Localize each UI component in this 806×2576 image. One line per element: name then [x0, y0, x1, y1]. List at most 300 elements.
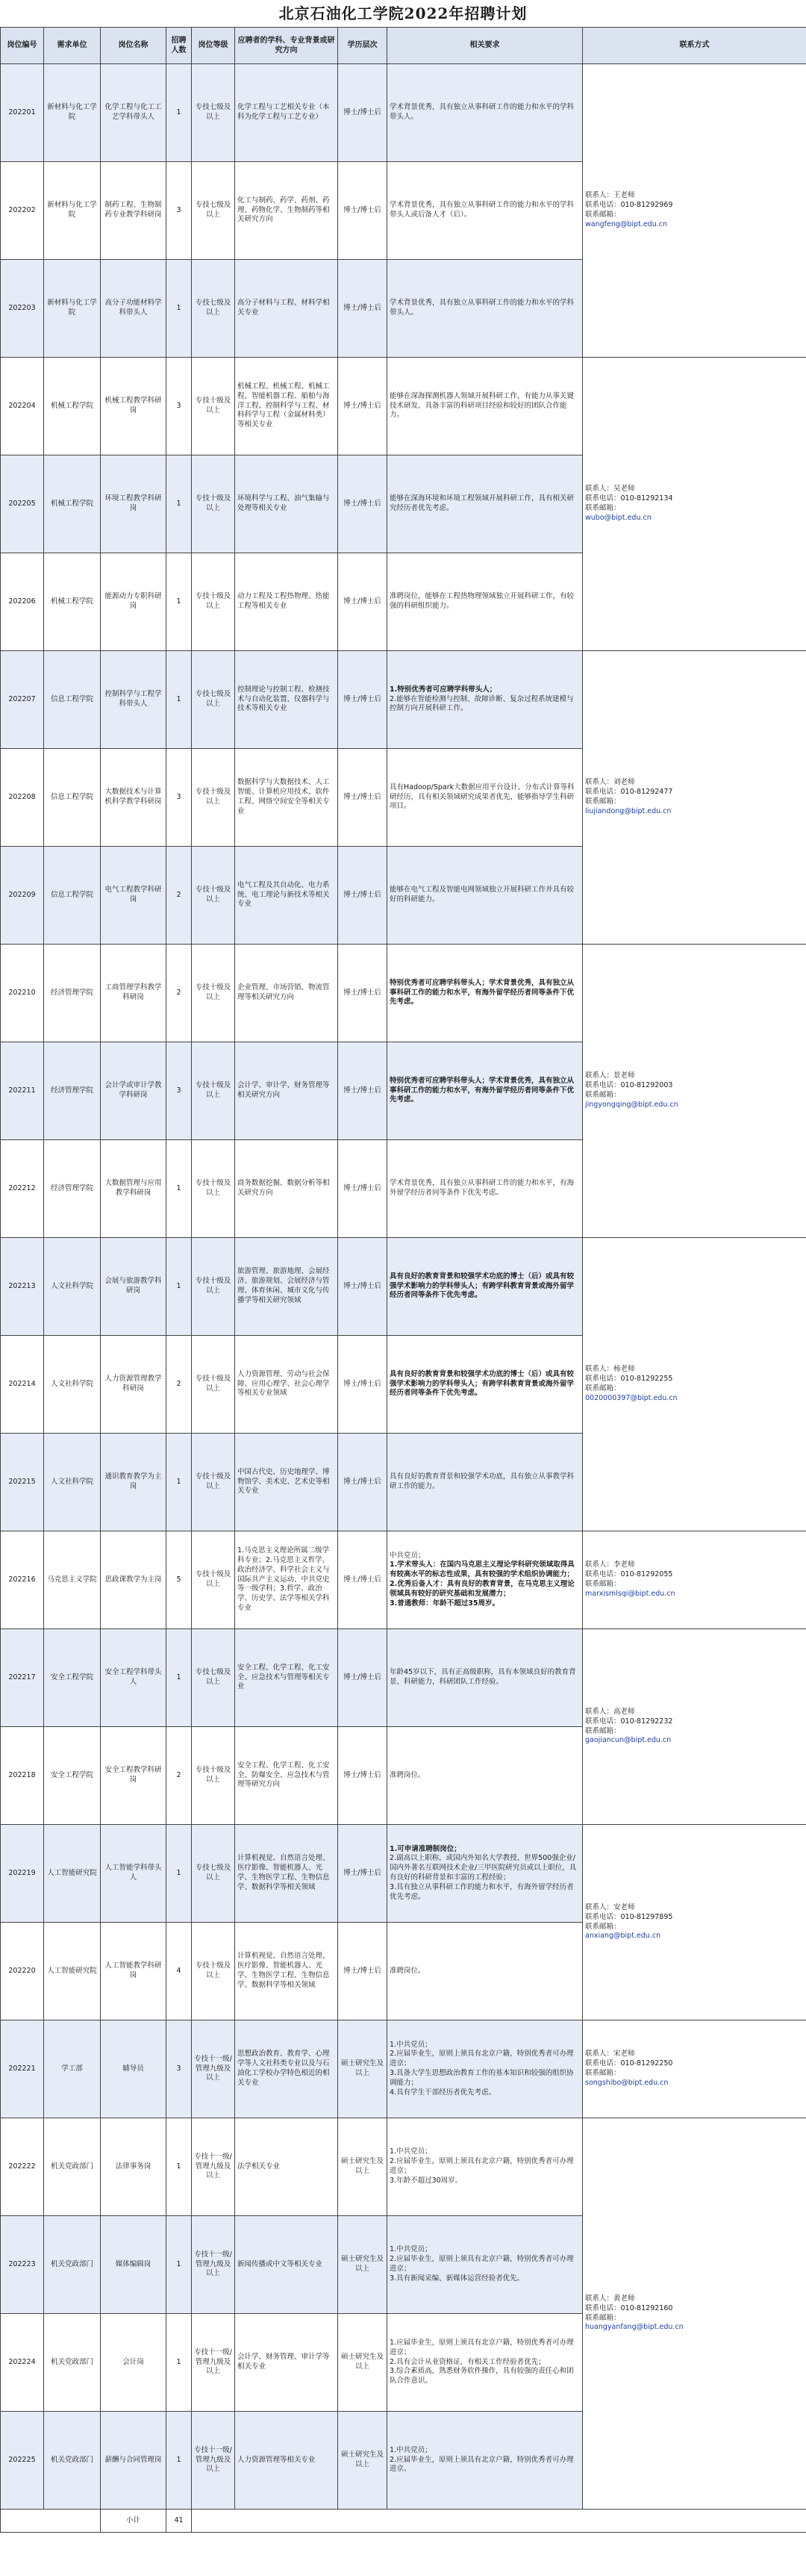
level-cell: 专技十一级/管理九级及以上 [192, 2118, 235, 2216]
post-id-cell: 202219 [1, 1825, 44, 1923]
post-id-cell: 202214 [1, 1336, 44, 1434]
requirements-cell [387, 2118, 583, 2216]
table-row [1, 358, 806, 455]
level-cell: 专技七级及以上 [192, 1629, 235, 1727]
requirement-line: 1.学术带头人：在国内马克思主义理论学科研究领域取得具有较高水平的标志性成果，具有较强的学术组织协调能力； [390, 1561, 575, 1579]
post-id-cell: 202207 [1, 651, 44, 749]
table-row [1, 1531, 806, 1629]
requirement-line: 学术背景优秀，具有独立从事科研工作的能力和水平的学科带头人或后备人才（后）。 [390, 201, 575, 219]
level-cell: 专技十级及以上 [192, 1923, 235, 2020]
requirement-line: 年龄45岁以下，具有正高级职称，具有本领域良好的教育背景、科研能力，科研团队工作经验。 [390, 1668, 576, 1686]
header-count: 招聘人数 [166, 28, 192, 64]
count-cell: 1 [166, 1825, 192, 1923]
count-cell: 1 [166, 2216, 192, 2314]
requirements-cell [387, 358, 583, 455]
contact-phone: 联系电话：010-81292055 [585, 1570, 673, 1579]
level-cell: 专技十一级/管理九级及以上 [192, 2020, 235, 2118]
unit-cell: 人文社科学院 [44, 1434, 101, 1531]
level-cell: 专技十级及以上 [192, 358, 235, 455]
major-cell: 法学相关专业 [235, 2118, 338, 2216]
contact-email-link[interactable]: 0020000397@bipt.edu.cn [585, 1393, 678, 1402]
requirements-cell [387, 749, 583, 847]
requirement-line: 2.能够在智能检测与控制、故障诊断、复杂过程系统建模与控制方向开展科研工作。 [390, 694, 574, 713]
post-name-cell: 会展与旅游教学科研岗 [101, 1238, 166, 1336]
contact-cell [583, 1238, 806, 1531]
unit-cell: 人工智能研究院 [44, 1825, 101, 1923]
contact-phone: 联系电话：010-81292255 [585, 1375, 673, 1384]
contact-email-link[interactable]: anxiang@bipt.edu.cn [585, 1932, 661, 1941]
contact-name: 联系人：李老师 [585, 1561, 635, 1569]
level-cell: 专技七级及以上 [192, 162, 235, 260]
post-id-cell: 202204 [1, 358, 44, 455]
requirement-line: 4.具有学生干部经历者优先考虑。 [390, 2088, 496, 2097]
major-cell: 商务数据挖掘、数据分析等相关研究方向 [235, 1140, 338, 1238]
header-post-id: 岗位编号 [1, 28, 44, 64]
level-cell: 专技十级及以上 [192, 1140, 235, 1238]
requirement-line: 1.应届毕业生，原则上须具有北京户籍，特别优秀者可办理进京； [390, 2338, 574, 2356]
count-cell: 1 [166, 2314, 192, 2412]
major-cell: 新闻传播或中文等相关专业 [235, 2216, 338, 2314]
contact-cell [583, 2118, 806, 2510]
contact-email-link[interactable]: songshibo@bipt.edu.cn [585, 2078, 669, 2087]
education-cell: 博士/博士后 [338, 260, 387, 358]
table-row [1, 64, 806, 162]
education-cell: 博士/博士后 [338, 1825, 387, 1923]
header-level: 岗位等级 [192, 28, 235, 64]
education-cell: 博士/博士后 [338, 553, 387, 651]
requirement-line: 1.中共党员； [390, 2245, 432, 2254]
education-cell: 博士/博士后 [338, 749, 387, 847]
major-cell: 1.马克思主义理论所属二级学科专业；2.马克思主义哲学、政治经济学、科学社会主义与国际共产主义运动、中共党史等一级学科；3.哲学、政治学、历史学、法学等相关学科专业 [235, 1531, 338, 1629]
unit-cell: 人文社科学院 [44, 1336, 101, 1434]
education-cell: 硕士研究生及以上 [338, 2412, 387, 2510]
level-cell: 专技七级及以上 [192, 64, 235, 162]
requirements-cell [387, 1336, 583, 1434]
count-cell: 2 [166, 1727, 192, 1825]
contact-name: 联系人：杨老师 [585, 1365, 635, 1374]
table-row [1, 1238, 806, 1336]
contact-email-label: 联系邮箱： [585, 1384, 621, 1393]
post-name-cell: 人工智能教学科研岗 [101, 1923, 166, 2020]
table-body [1, 64, 806, 2533]
level-cell: 专技十级及以上 [192, 1531, 235, 1629]
major-cell: 高分子材料与工程、材料学相关专业 [235, 260, 338, 358]
contact-email-label: 联系邮箱： [585, 504, 621, 512]
post-id-cell: 202218 [1, 1727, 44, 1825]
count-cell: 1 [166, 2412, 192, 2510]
level-cell: 专技十一级/管理九级及以上 [192, 2314, 235, 2412]
post-name-cell: 法律事务岗 [101, 2118, 166, 2216]
unit-cell: 经济管理学院 [44, 1140, 101, 1238]
count-cell: 3 [166, 749, 192, 847]
requirement-line: 准聘岗位，能够在工程热物理领域独立开展科研工作，有较强的科研组织能力。 [390, 592, 575, 610]
post-name-cell: 思政课教学为主岗 [101, 1531, 166, 1629]
requirement-line: 能够在深海探测机器人领域开展科研工作，有能力从事关键技术研发、具备丰富的科研项目经验和较好的团队合作能力。 [390, 391, 575, 420]
requirements-cell [387, 1042, 583, 1140]
education-cell: 硕士研究生及以上 [338, 2020, 387, 2118]
count-cell: 2 [166, 945, 192, 1042]
level-cell: 专技十级及以上 [192, 1434, 235, 1531]
unit-cell: 机械工程学院 [44, 455, 101, 553]
count-cell: 4 [166, 1923, 192, 2020]
requirements-cell [387, 847, 583, 945]
education-cell: 硕士研究生及以上 [338, 2314, 387, 2412]
post-id-cell: 202209 [1, 847, 44, 945]
unit-cell: 机关党政部门 [44, 2216, 101, 2314]
post-id-cell: 202221 [1, 2020, 44, 2118]
requirement-line: 3.年龄不超过30周岁。 [390, 2176, 463, 2185]
requirements-cell [387, 651, 583, 749]
count-cell: 1 [166, 1434, 192, 1531]
education-cell: 博士/博士后 [338, 162, 387, 260]
contact-email-link[interactable]: huangyanfang@bipt.edu.cn [585, 2323, 684, 2332]
post-id-cell: 202216 [1, 1531, 44, 1629]
count-cell: 3 [166, 162, 192, 260]
post-id-cell: 202223 [1, 2216, 44, 2314]
contact-email-link[interactable]: jingyongqing@bipt.edu.cn [585, 1100, 678, 1109]
post-id-cell: 202220 [1, 1923, 44, 2020]
count-cell: 1 [166, 1140, 192, 1238]
requirements-cell [387, 2314, 583, 2412]
unit-cell: 机关党政部门 [44, 2314, 101, 2412]
requirements-cell [387, 2412, 583, 2510]
major-cell: 安全工程、化学工程、化工安全、防爆安全、应急技术与管理等研究方向 [235, 1727, 338, 1825]
total-empty [192, 2510, 806, 2533]
post-id-cell: 202213 [1, 1238, 44, 1336]
major-cell: 动力工程及工程热物理、热能工程等相关专业 [235, 553, 338, 651]
education-cell: 博士/博士后 [338, 455, 387, 553]
unit-cell: 新材料与化工学院 [44, 162, 101, 260]
count-cell: 1 [166, 553, 192, 651]
post-id-cell: 202210 [1, 945, 44, 1042]
major-cell: 化学工程与工艺相关专业（本科为化学工程与工艺专业） [235, 64, 338, 162]
major-cell: 企业管理、市场营销、物流管理等相关研究方向 [235, 945, 338, 1042]
post-name-cell: 机械工程教学科研岗 [101, 358, 166, 455]
post-name-cell: 辅导员 [101, 2020, 166, 2118]
header-requirements: 相关要求 [387, 28, 583, 64]
education-cell: 博士/博士后 [338, 847, 387, 945]
contact-email-label: 联系邮箱： [585, 211, 621, 219]
education-cell: 硕士研究生及以上 [338, 2216, 387, 2314]
major-cell: 中国古代史、历史地理学、博物馆学、美术史、艺术史等相关专业 [235, 1434, 338, 1531]
education-cell: 博士/博士后 [338, 1727, 387, 1825]
count-cell: 1 [166, 2118, 192, 2216]
requirements-cell [387, 1531, 583, 1629]
contact-email-link[interactable]: wangfeng@bipt.edu.cn [585, 220, 667, 228]
contact-phone: 联系电话：010-81292969 [585, 201, 673, 210]
level-cell: 专技十级及以上 [192, 1238, 235, 1336]
count-cell: 1 [166, 64, 192, 162]
major-cell: 旅游管理、旅游地理、会展经济、旅游规划、会展经济与管理、体育休闲、城市文化与传播学等相关研究领域 [235, 1238, 338, 1336]
post-name-cell: 人力资源管理教学科研岗 [101, 1336, 166, 1434]
count-cell: 1 [166, 260, 192, 358]
count-cell: 1 [166, 455, 192, 553]
count-cell: 2 [166, 1336, 192, 1434]
level-cell: 专技十级及以上 [192, 847, 235, 945]
unit-cell: 信息工程学院 [44, 847, 101, 945]
requirement-line: 3.普通教师：年龄不超过35周岁。 [390, 1599, 499, 1608]
major-cell: 控制理论与控制工程、检测技术与自动化装置、仪器科学与技术等相关专业 [235, 651, 338, 749]
requirement-line: 3.综合素质高，熟悉财务软件操作，具有较强的责任心和团队合作意识。 [390, 2367, 574, 2386]
post-id-cell: 202225 [1, 2412, 44, 2510]
requirement-line: 3.具备大学生思想政治教育工作的基本知识和较强的组织协调能力； [390, 2069, 574, 2087]
table-row [1, 1629, 806, 1727]
contact-email-link[interactable]: liujiandong@bipt.edu.cn [585, 806, 672, 815]
contact-name: 联系人：宋老师 [585, 2050, 635, 2059]
unit-cell: 安全工程学院 [44, 1629, 101, 1727]
requirements-cell [387, 1825, 583, 1923]
unit-cell: 信息工程学院 [44, 749, 101, 847]
level-cell: 专技十级及以上 [192, 1042, 235, 1140]
contact-phone: 联系电话：010-81292477 [585, 788, 673, 797]
post-name-cell: 大数据管理与应用教学科研岗 [101, 1140, 166, 1238]
post-name-cell: 环境工程教学科研岗 [101, 455, 166, 553]
count-cell: 3 [166, 1042, 192, 1140]
requirement-line: 具有Hadoop/Spark大数据应用平台设计、分布式计算等科研经历，具有相关领域研究成果者优先，能够指导学生科研项目。 [390, 783, 575, 811]
count-cell: 3 [166, 358, 192, 455]
contact-email-label: 联系邮箱： [585, 2069, 621, 2077]
unit-cell: 机关党政部门 [44, 2412, 101, 2510]
requirement-line: 能够在电气工程及智能电网领域独立开展科研工作并具有较好的科研能力。 [390, 886, 575, 903]
requirements-cell [387, 1629, 583, 1727]
contact-email-label: 联系邮箱： [585, 1922, 621, 1931]
unit-cell: 学工部 [44, 2020, 101, 2118]
total-label: 小计 [101, 2510, 166, 2533]
unit-cell: 信息工程学院 [44, 651, 101, 749]
post-id-cell: 202206 [1, 553, 44, 651]
post-id-cell: 202205 [1, 455, 44, 553]
header-contact: 联系方式 [583, 28, 806, 64]
education-cell: 博士/博士后 [338, 1434, 387, 1531]
post-id-cell: 202215 [1, 1434, 44, 1531]
contact-email-label: 联系邮箱： [585, 1726, 621, 1735]
contact-phone: 联系电话：010-81292160 [585, 2303, 673, 2312]
post-name-cell: 化学工程与化工工艺学科带头人 [101, 64, 166, 162]
requirement-line: 1.中共党员； [390, 2040, 432, 2049]
table-row [1, 2118, 806, 2216]
contact-phone: 联系电话：010-81292232 [585, 1717, 673, 1726]
contact-email-link[interactable]: marxismlsqi@bipt.edu.cn [585, 1589, 675, 1598]
requirements-cell [387, 64, 583, 162]
unit-cell: 机械工程学院 [44, 553, 101, 651]
post-name-cell: 电气工程教学科研岗 [101, 847, 166, 945]
requirement-line: 具有良好的教育背景和较强学术功底的博士（后）或具有较强学术影响力的学科带头人；有跨学科教育背景或海外留学经历者同等条件下优先考虑。 [390, 1369, 575, 1398]
unit-cell: 机关党政部门 [44, 2118, 101, 2216]
education-cell: 博士/博士后 [338, 358, 387, 455]
post-name-cell: 高分子功能材料学科带头人 [101, 260, 166, 358]
post-name-cell: 制药工程、生物制药专业教学科研岗 [101, 162, 166, 260]
requirement-line: 中共党员； [390, 1551, 425, 1560]
level-cell: 专技七级及以上 [192, 260, 235, 358]
level-cell: 专技十级及以上 [192, 945, 235, 1042]
post-id-cell: 202211 [1, 1042, 44, 1140]
total-count: 41 [166, 2510, 192, 2533]
level-cell: 专技七级及以上 [192, 1825, 235, 1923]
header-education: 学历层次 [338, 28, 387, 64]
contact-cell [583, 2020, 806, 2118]
requirements-cell [387, 945, 583, 1042]
major-cell: 计算机视觉、自然语言处理、医疗影像、智能机器人、光学、生物医学工程、生物信息学、数据科学等相关领域 [235, 1923, 338, 2020]
major-cell: 会计学、审计学、财务管理等相关研究方向 [235, 1042, 338, 1140]
post-id-cell: 202202 [1, 162, 44, 260]
requirement-line: 学术背景优秀，具有独立从事科研工作的能力和水平的学科带头人。 [390, 103, 575, 121]
contact-cell [583, 64, 806, 358]
unit-cell: 马克思主义学院 [44, 1531, 101, 1629]
contact-name: 联系人：黄老师 [585, 2294, 635, 2303]
level-cell: 专技十一级/管理九级及以上 [192, 2216, 235, 2314]
post-name-cell: 大数据技术与计算机科学教学科研岗 [101, 749, 166, 847]
unit-cell: 安全工程学院 [44, 1727, 101, 1825]
requirements-cell [387, 553, 583, 651]
education-cell: 博士/博士后 [338, 1531, 387, 1629]
education-cell: 博士/博士后 [338, 1042, 387, 1140]
level-cell: 专技七级及以上 [192, 651, 235, 749]
requirement-line: 2.具有会计从业资格证，有相关工作经验者优先； [390, 2357, 546, 2366]
count-cell: 1 [166, 1238, 192, 1336]
major-cell: 机械工程、机械工程、机械工程、智能机器工程、船舶与海洋工程、控制科学与工程、材料科学与工程（金属材料类）等相关专业 [235, 358, 338, 455]
contact-name: 联系人：吴老师 [585, 485, 635, 494]
post-id-cell: 202212 [1, 1140, 44, 1238]
contact-email-label: 联系邮箱： [585, 1580, 621, 1588]
contact-phone: 联系电话：010-81297895 [585, 1912, 673, 1921]
requirements-cell [387, 2020, 583, 2118]
requirement-line: 特别优秀者可应聘学科带头人；学术背景优秀，具有独立从事科研工作的能力和水平，有海外留学经历者同等条件下优先考虑。 [390, 978, 575, 1007]
major-cell: 环境科学与工程、油气集输与处理等相关专业 [235, 455, 338, 553]
contact-email-link[interactable]: wubo@bipt.edu.cn [585, 513, 652, 522]
post-name-cell: 会计学或审计学教学科研岗 [101, 1042, 166, 1140]
table-row [1, 2020, 806, 2118]
requirement-line: 能够在深海环境和环境工程领域开展科研工作，具有相关研究经历者优先考虑。 [390, 494, 575, 512]
major-cell: 安全工程、化学工程、化工安全、应急技术与管理等相关专业 [235, 1629, 338, 1727]
contact-phone: 联系电话：010-81292134 [585, 494, 673, 503]
major-cell: 人力资源管理等相关专业 [235, 2412, 338, 2510]
major-cell: 化工与制药、药学、药剂、药理、药物化学、生物制药等相关研究方向 [235, 162, 338, 260]
unit-cell: 经济管理学院 [44, 1042, 101, 1140]
contact-name: 联系人：安老师 [585, 1903, 635, 1911]
requirement-line: 2.应届毕业生，原则上须具有北京户籍，特别优秀者可办理进京； [390, 2255, 574, 2273]
level-cell: 专技十级及以上 [192, 553, 235, 651]
requirement-line: 1.特别优秀者可应聘学科带头人； [390, 685, 497, 694]
post-name-cell: 能源动力专职科研岗 [101, 553, 166, 651]
requirement-line: 2.应届毕业生，原则上须具有北京户籍，特别优秀者可办理进京； [390, 2050, 574, 2068]
education-cell: 硕士研究生及以上 [338, 2118, 387, 2216]
table-row [1, 945, 806, 1042]
major-cell: 人力资源管理、劳动与社会保障、应用心理学、社会心理学等相关专业领域 [235, 1336, 338, 1434]
post-name-cell: 会计岗 [101, 2314, 166, 2412]
unit-cell: 经济管理学院 [44, 945, 101, 1042]
requirements-cell [387, 455, 583, 553]
contact-email-label: 联系邮箱： [585, 797, 621, 806]
requirement-line: 2.应届毕业生，原则上须具有北京户籍，特别优秀者可办理进京。 [390, 2455, 574, 2474]
table-row [1, 1825, 806, 1923]
requirements-cell [387, 1238, 583, 1336]
contact-name: 联系人：高老师 [585, 1707, 635, 1716]
contact-phone: 联系电话：010-81292250 [585, 2059, 673, 2068]
requirement-line: 1.中共党员； [390, 2445, 432, 2454]
contact-cell [583, 1531, 806, 1629]
requirement-line: 2.优秀后备人才：具有良好的教育背景，在马克思主义理论领域具有较好的研究基础和发展潜力； [390, 1580, 575, 1598]
page-title: 北京石油化工学院2022年招聘计划 [278, 4, 528, 22]
level-cell: 专技十一级/管理九级及以上 [192, 2412, 235, 2510]
unit-cell: 新材料与化工学院 [44, 64, 101, 162]
post-name-cell: 工商管理学科教学科研岗 [101, 945, 166, 1042]
requirements-cell [387, 260, 583, 358]
requirement-line: 特别优秀者可应聘学科带头人；学术背景优秀，具有独立从事科研工作的能力和水平，有海外留学经历者同等条件下优先考虑。 [390, 1076, 575, 1104]
contact-email-label: 联系邮箱： [585, 1091, 621, 1099]
level-cell: 专技十级及以上 [192, 1336, 235, 1434]
header-unit: 需求单位 [44, 28, 101, 64]
post-name-cell: 人工智能学科带头人 [101, 1825, 166, 1923]
education-cell: 博士/博士后 [338, 64, 387, 162]
post-id-cell: 202217 [1, 1629, 44, 1727]
contact-name: 联系人：刘老师 [585, 778, 635, 787]
major-cell: 思想政治教育、教育学、心理学等人文社科类专业以及与石油化工学校办学特色相近的相关专业 [235, 2020, 338, 2118]
education-cell: 博士/博士后 [338, 1336, 387, 1434]
major-cell: 电气工程及其自动化、电力系统、电工理论与新技术等相关专业 [235, 847, 338, 945]
education-cell: 博士/博士后 [338, 1629, 387, 1727]
table-row [1, 651, 806, 749]
requirement-line: 2.应届毕业生，原则上须具有北京户籍，特别优秀者可办理进京； [390, 2157, 574, 2175]
requirements-cell [387, 1923, 583, 2020]
post-id-cell: 202224 [1, 2314, 44, 2412]
major-cell: 会计学、财务管理、审计学等相关专业 [235, 2314, 338, 2412]
requirement-line: 1.中共党员； [390, 2147, 432, 2156]
table-header-row [1, 28, 806, 64]
contact-name: 联系人：王老师 [585, 191, 635, 200]
requirements-cell [387, 1140, 583, 1238]
requirement-line: 1.可申请准聘制岗位； [390, 1844, 461, 1853]
count-cell: 5 [166, 1531, 192, 1629]
requirement-line: 2.副高以上职称，或国内外知名大学教授、世界500强企业/国内外著名互联网技术企业/三甲医院研究员或以上职位，具有良好的科研背景和丰富的工程经验； [390, 1854, 577, 1882]
contact-email-link[interactable]: gaojiancun@bipt.edu.cn [585, 1736, 672, 1745]
total-row [1, 2510, 806, 2533]
level-cell: 专技十级及以上 [192, 749, 235, 847]
post-id-cell: 202208 [1, 749, 44, 847]
count-cell: 1 [166, 1629, 192, 1727]
unit-cell: 人文社科学院 [44, 1238, 101, 1336]
requirements-cell [387, 1434, 583, 1531]
education-cell: 博士/博士后 [338, 945, 387, 1042]
contact-email-label: 联系邮箱： [585, 2313, 621, 2322]
post-name-cell: 控制科学与工程学科带头人 [101, 651, 166, 749]
post-id-cell: 202201 [1, 64, 44, 162]
unit-cell: 新材料与化工学院 [44, 260, 101, 358]
post-id-cell: 202222 [1, 2118, 44, 2216]
unit-cell: 人工智能研究院 [44, 1923, 101, 2020]
contact-cell [583, 1825, 806, 2020]
post-name-cell: 通识教育教学为主岗 [101, 1434, 166, 1531]
education-cell: 博士/博士后 [338, 1238, 387, 1336]
recruitment-table [0, 27, 806, 2533]
level-cell: 专技十级及以上 [192, 1727, 235, 1825]
contact-cell [583, 651, 806, 945]
requirement-line: 准聘岗位。 [390, 1966, 425, 1975]
contact-cell [583, 358, 806, 651]
contact-name: 联系人：景老师 [585, 1071, 635, 1080]
requirements-cell [387, 162, 583, 260]
level-cell: 专技十级及以上 [192, 455, 235, 553]
requirements-cell [387, 1727, 583, 1825]
education-cell: 博士/博士后 [338, 1923, 387, 2020]
requirement-line: 学术背景优秀，具有独立从事科研工作的能力和水平的学科带头人。 [390, 299, 575, 317]
count-cell: 3 [166, 2020, 192, 2118]
header-major: 应聘者的学科、专业背景或研究方向 [235, 28, 338, 64]
requirement-line: 具有良好的教育背景和较强学术功底的博士（后）或具有较强学术影响力的学科带头人；有跨学科教育背景或海外留学经历者同等条件下优先考虑。 [390, 1272, 575, 1300]
requirement-line: 具有良好的教育背景和较强学术功底，具有独立从事教学科研工作的能力。 [390, 1472, 575, 1490]
requirement-line: 学术背景优秀，具有独立从事科研工作的能力和水平，有海外留学经历者同等条件下优先考虑。 [390, 1179, 575, 1197]
unit-cell: 机械工程学院 [44, 358, 101, 455]
contact-cell [583, 1629, 806, 1825]
